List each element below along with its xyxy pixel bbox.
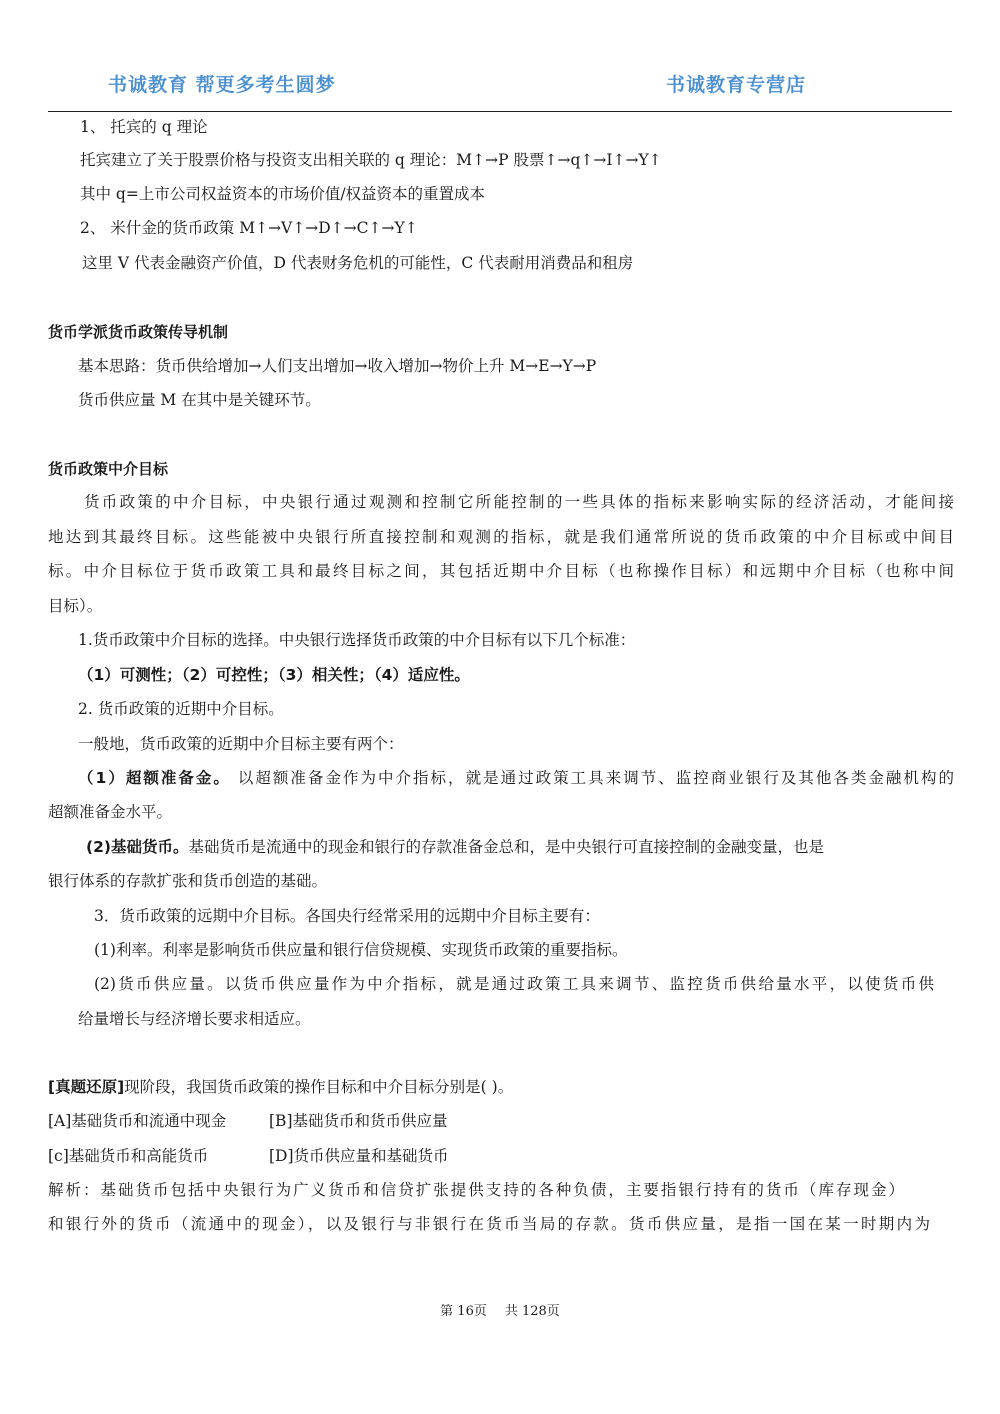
option-a: [A]基础货币和流通中现金 — [48, 1112, 227, 1130]
monetarist-line2: 货币供应量 M 在其中是关键环节。 — [78, 391, 321, 409]
monetarist-heading: 货币学派货币政策传导机制 — [48, 323, 229, 341]
page-footer — [0, 1300, 1000, 1319]
excess-reserve-label: （1）超额准备金。 — [78, 769, 231, 787]
tobin-line2: 其中 q=上市公司权益资本的市场价值/权益资本的重置成本 — [80, 185, 486, 203]
page-number: 第 16页 — [440, 1304, 487, 1319]
intermediate-item1: 1.货币政策中介目标的选择。中央银行选择货币政策的中介目标有以下几个标准： — [78, 631, 636, 649]
mishkin-line1: 这里 V 代表金融资产价值，D 代表财务危机的可能性，C 代表耐用消费品和租房 — [82, 254, 634, 272]
interest-rate-line: (1)利率。利率是影响货币供应量和银行信贷规模、实现货币政策的重要指标。 — [94, 941, 628, 959]
analysis-line2: 和银行外的货币（流通中的现金），以及银行与非银行在货币当局的存款。货币供应量，是指一国在某一时期内为 — [48, 1215, 930, 1233]
tobin-title: 1、 托宾的 q 理论 — [80, 118, 208, 136]
intermediate-heading: 货币政策中介目标 — [48, 460, 169, 478]
money-supply-line2: 给量增长与经济增长要求相适应。 — [78, 1010, 311, 1028]
excess-reserve-text: 以超额准备金作为中介指标，就是通过政策工具来调节、监控商业银行及其他各类金融机构的 — [237, 769, 954, 787]
tobin-line1: 托宾建立了关于股票价格与投资支出相关联的 q 理论：M↑→P 股票↑→q↑→I↑→Y↑ — [80, 151, 662, 169]
base-money-line1 — [86, 837, 824, 857]
intermediate-item3: 3．货币政策的远期中介目标。各国央行经常采用的远期中介目标主要有： — [94, 907, 600, 925]
question-stem: 现阶段，我国货币政策的操作目标和中介目标分别是( )。 — [124, 1078, 514, 1096]
option-b: [B]基础货币和货币供应量 — [269, 1112, 448, 1130]
intermediate-para-line3: 标。中介目标位于货币政策工具和最终目标之间，其包括近期中介目标（也称操作目标）和远期中介目标（也称中间 — [48, 562, 954, 580]
intermediate-generally: 一般地，货币政策的近期中介目标主要有两个： — [78, 735, 404, 753]
header-left-slogan: 书诚教育 帮更多考生圆梦 — [108, 74, 336, 96]
question-stem-line — [48, 1077, 513, 1097]
intermediate-para-line1: 货币政策的中介目标，中央银行通过观测和控制它所能控制的一些具体的指标来影响实际的经济活动，才能间接 — [84, 493, 954, 511]
monetarist-line1: 基本思路：货币供给增加→人们支出增加→收入增加→物价上升 M→E→Y→P — [78, 357, 597, 375]
intermediate-criteria: （1）可测性；（2）可控性；（3）相关性；（4）适应性。 — [78, 666, 470, 684]
base-money-line2: 银行体系的存款扩张和货币创造的基础。 — [48, 872, 328, 890]
intermediate-para-line4: 目标）。 — [48, 597, 103, 615]
base-money-text: 基础货币是流通中的现金和银行的存款准备金总和，是中央银行可直接控制的金融变量，也是 — [188, 838, 824, 856]
header-right-shop: 书诚教育专营店 — [666, 74, 807, 96]
excess-reserve-line1 — [78, 768, 954, 788]
excess-reserve-line2: 超额准备金水平。 — [48, 803, 173, 821]
intermediate-item2: 2. 货币政策的近期中介目标。 — [78, 700, 284, 718]
page-total: 共 128页 — [504, 1304, 560, 1319]
intermediate-para-line2: 地达到其最终目标。这些能被中央银行所直接控制和观测的指标，就是我们通常所说的货币政策的中介目标或中间目 — [48, 528, 954, 546]
option-d: [D]货币供应量和基础货币 — [269, 1147, 449, 1165]
analysis-line1: 解析：基础货币包括中央银行为广义货币和信贷扩张提供支持的各种负债，主要指银行持有的货币（库存现金） — [48, 1181, 904, 1199]
base-money-label: (2)基础货币。 — [86, 838, 189, 856]
mishkin-title: 2、 米什金的货币政策 M↑→V↑→D↑→C↑→Y↑ — [80, 219, 418, 237]
option-c: [c]基础货币和高能货币 — [48, 1147, 209, 1165]
money-supply-line1: (2)货币供应量。以货币供应量作为中介指标，就是通过政策工具来调节、监控货币供给量水平，以使货币供 — [94, 975, 934, 993]
question-tag: [真题还原] — [48, 1078, 125, 1096]
header-divider — [48, 111, 952, 112]
